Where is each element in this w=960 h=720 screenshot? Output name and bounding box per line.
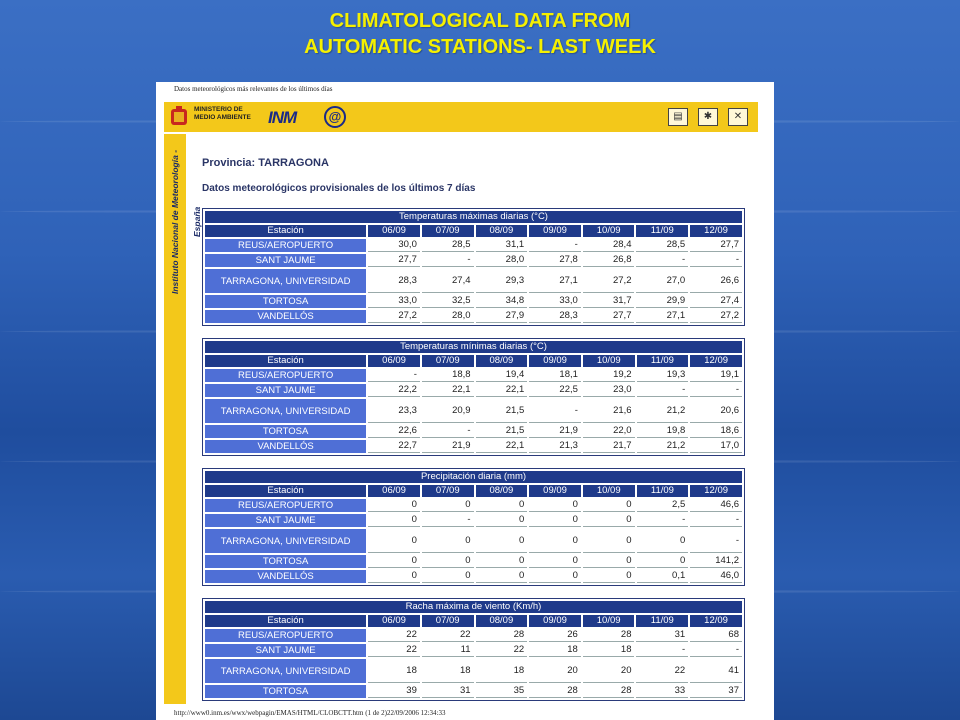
value-cell: 21,3 <box>529 440 581 453</box>
value-cell: 31,7 <box>583 295 635 308</box>
value-cell: - <box>636 644 688 657</box>
table-row <box>205 254 742 267</box>
value-cell: 27,9 <box>476 310 528 323</box>
value-cell: - <box>690 514 742 527</box>
column-header-date: 08/09 <box>476 355 528 367</box>
value-cell: 27,2 <box>368 310 420 323</box>
value-cell: 28,0 <box>476 254 528 267</box>
station-cell: TARRAGONA, UNIVERSIDAD <box>205 659 366 683</box>
slide-title-line1: CLIMATOLOGICAL DATA FROM <box>329 10 631 32</box>
table-row <box>205 399 742 423</box>
document-icon[interactable]: ▤ <box>668 108 688 126</box>
value-cell: 27,1 <box>636 310 688 323</box>
value-cell: 0 <box>583 499 635 512</box>
value-cell: 27,8 <box>529 254 581 267</box>
value-cell: 22 <box>422 629 474 642</box>
value-cell: 18 <box>368 659 420 683</box>
column-header-date: 09/09 <box>529 485 581 497</box>
value-cell: 0 <box>529 570 581 583</box>
value-cell: - <box>637 384 689 397</box>
value-cell: 27,4 <box>422 269 474 293</box>
page-subtitle: Datos meteorológicos provisionales de los últimos 7 días <box>202 183 476 194</box>
value-cell: 27,2 <box>690 310 742 323</box>
value-cell: 18 <box>529 644 581 657</box>
column-header-date: 12/09 <box>690 485 742 497</box>
value-cell: 22 <box>368 629 420 642</box>
value-cell: 34,8 <box>476 295 528 308</box>
table-row <box>205 425 742 438</box>
value-cell: 30,0 <box>368 239 420 252</box>
value-cell: 19,1 <box>690 369 742 382</box>
value-cell: - <box>529 399 581 423</box>
value-cell: 68 <box>690 629 742 642</box>
column-header-date: 08/09 <box>476 615 528 627</box>
coat-of-arms-icon <box>168 105 190 129</box>
value-cell: 39 <box>368 685 420 698</box>
value-cell: 0 <box>583 514 635 527</box>
value-cell: 11 <box>422 644 474 657</box>
value-cell: 18,8 <box>422 369 474 382</box>
value-cell: 31 <box>636 629 688 642</box>
table-row <box>205 570 742 583</box>
table-row <box>205 514 742 527</box>
value-cell: 22,2 <box>368 384 420 397</box>
column-header-date: 06/09 <box>368 355 420 367</box>
column-header-date: 11/09 <box>637 485 689 497</box>
value-cell: 33,0 <box>529 295 581 308</box>
value-cell: 21,9 <box>422 440 474 453</box>
value-cell: 18,6 <box>690 425 742 438</box>
value-cell: 41 <box>690 659 742 683</box>
value-cell: 21,5 <box>476 399 528 423</box>
value-cell: 33 <box>636 685 688 698</box>
value-cell: 28,5 <box>636 239 688 252</box>
value-cell: 28 <box>529 685 581 698</box>
at-icon: @ <box>324 106 346 128</box>
value-cell: 18 <box>583 644 635 657</box>
table-title: Temperaturas mínimas diarias (°C) <box>205 341 742 353</box>
table-row <box>205 269 742 293</box>
station-cell: REUS/AEROPUERTO <box>205 629 366 642</box>
value-cell: - <box>690 644 742 657</box>
value-cell: 21,2 <box>637 440 689 453</box>
table-title: Racha máxima de viento (Km/h) <box>205 601 742 613</box>
value-cell: 0 <box>476 514 528 527</box>
column-header-date: 06/09 <box>368 615 420 627</box>
value-cell: 28,5 <box>422 239 474 252</box>
value-cell: 21,5 <box>476 425 528 438</box>
value-cell: 19,2 <box>583 369 635 382</box>
column-header-station: Estación <box>205 615 366 627</box>
table-row <box>205 310 742 323</box>
slide-title-line2: AUTOMATIC STATIONS- LAST WEEK <box>304 36 656 58</box>
column-header-date: 12/09 <box>690 355 742 367</box>
value-cell: 21,6 <box>583 399 635 423</box>
station-cell: TORTOSA <box>205 685 366 698</box>
value-cell: 0 <box>368 555 420 568</box>
value-cell: 28 <box>476 629 528 642</box>
data-table <box>202 598 745 701</box>
star-icon[interactable]: ✱ <box>698 108 718 126</box>
document-page <box>156 82 774 720</box>
data-table <box>202 338 745 456</box>
column-header-station: Estación <box>205 225 366 237</box>
value-cell: 21,7 <box>583 440 635 453</box>
province-title: Provincia: TARRAGONA <box>202 157 329 169</box>
value-cell: 46,6 <box>690 499 742 512</box>
column-header-date: 10/09 <box>583 355 635 367</box>
value-cell: 22 <box>636 659 688 683</box>
value-cell: 20 <box>529 659 581 683</box>
station-cell: TORTOSA <box>205 295 366 308</box>
value-cell: 2,5 <box>637 499 689 512</box>
table-title: Temperaturas máximas diarias (°C) <box>205 211 742 223</box>
value-cell: - <box>690 384 742 397</box>
value-cell: 0 <box>422 570 474 583</box>
value-cell: 17,0 <box>690 440 742 453</box>
value-cell: 21,2 <box>637 399 689 423</box>
ministry-label: MINISTERIO DE MEDIO AMBIENTE <box>194 106 251 121</box>
station-cell: VANDELLÓS <box>205 570 366 583</box>
value-cell: 46,0 <box>690 570 742 583</box>
table-row <box>205 529 742 553</box>
value-cell: 28,4 <box>583 239 635 252</box>
value-cell: 141,2 <box>690 555 742 568</box>
inm-logo: INM <box>268 108 297 127</box>
value-cell: 0 <box>476 570 528 583</box>
station-cell: TARRAGONA, UNIVERSIDAD <box>205 399 366 423</box>
column-header-date: 06/09 <box>368 485 420 497</box>
column-header-date: 09/09 <box>529 615 581 627</box>
value-cell: 19,8 <box>637 425 689 438</box>
column-header-date: 11/09 <box>637 355 689 367</box>
table-row <box>205 295 742 308</box>
column-header-date: 06/09 <box>368 225 420 237</box>
table-row <box>205 629 742 642</box>
column-header-station: Estación <box>205 355 366 367</box>
column-header-date: 07/09 <box>422 225 474 237</box>
value-cell: 32,5 <box>422 295 474 308</box>
value-cell: 23,0 <box>583 384 635 397</box>
value-cell: 27,2 <box>583 269 635 293</box>
table-row <box>205 239 742 252</box>
value-cell: 28,0 <box>422 310 474 323</box>
page-caption: Datos meteorológicos más relevantes de los últimos días <box>174 85 333 93</box>
value-cell: 27,7 <box>690 239 742 252</box>
value-cell: 22,7 <box>368 440 420 453</box>
value-cell: 0 <box>476 529 528 553</box>
value-cell: 26 <box>529 629 581 642</box>
station-cell: REUS/AEROPUERTO <box>205 499 366 512</box>
table-row <box>205 440 742 453</box>
value-cell: 0 <box>637 529 689 553</box>
value-cell: 22,6 <box>368 425 420 438</box>
sidebar-label: Instituto Nacional de Meteorología - España <box>170 149 202 294</box>
value-cell: 0 <box>583 555 635 568</box>
column-header-date: 09/09 <box>529 225 581 237</box>
value-cell: 21,9 <box>529 425 581 438</box>
value-cell: 20,6 <box>690 399 742 423</box>
table-row <box>205 499 742 512</box>
column-header-date: 08/09 <box>476 485 528 497</box>
value-cell: 0 <box>529 499 581 512</box>
close-icon[interactable]: ✕ <box>728 108 748 126</box>
column-header-date: 10/09 <box>583 225 635 237</box>
table-row <box>205 369 742 382</box>
value-cell: 31 <box>422 685 474 698</box>
value-cell: 26,8 <box>583 254 635 267</box>
value-cell: 33,0 <box>368 295 420 308</box>
value-cell: - <box>690 529 742 553</box>
value-cell: 0 <box>422 499 474 512</box>
value-cell: 27,7 <box>583 310 635 323</box>
station-cell: TARRAGONA, UNIVERSIDAD <box>205 269 366 293</box>
column-header-date: 11/09 <box>636 225 688 237</box>
table-row <box>205 384 742 397</box>
value-cell: 31,1 <box>476 239 528 252</box>
data-table <box>202 208 745 326</box>
value-cell: 27,7 <box>368 254 420 267</box>
value-cell: 28 <box>583 685 635 698</box>
value-cell: 22,0 <box>583 425 635 438</box>
value-cell: 0 <box>583 570 635 583</box>
value-cell: 37 <box>690 685 742 698</box>
value-cell: - <box>368 369 420 382</box>
sidebar <box>164 134 202 704</box>
value-cell: 0 <box>368 529 420 553</box>
value-cell: 22,5 <box>529 384 581 397</box>
value-cell: - <box>422 425 474 438</box>
value-cell: 0 <box>368 499 420 512</box>
station-cell: SANT JAUME <box>205 384 366 397</box>
station-cell: VANDELLÓS <box>205 440 366 453</box>
column-header-date: 10/09 <box>583 615 635 627</box>
data-table <box>202 468 745 586</box>
value-cell: 0 <box>529 555 581 568</box>
column-header-date: 09/09 <box>529 355 581 367</box>
column-header-date: 10/09 <box>583 485 635 497</box>
value-cell: 0 <box>637 555 689 568</box>
value-cell: 27,1 <box>529 269 581 293</box>
value-cell: 0 <box>476 555 528 568</box>
value-cell: 35 <box>476 685 528 698</box>
column-header-date: 07/09 <box>422 615 474 627</box>
value-cell: 22,1 <box>476 384 528 397</box>
value-cell: 27,0 <box>636 269 688 293</box>
value-cell: 23,3 <box>368 399 420 423</box>
value-cell: 0 <box>422 529 474 553</box>
value-cell: 28 <box>583 629 635 642</box>
station-cell: TARRAGONA, UNIVERSIDAD <box>205 529 366 553</box>
value-cell: 20 <box>583 659 635 683</box>
table-row <box>205 644 742 657</box>
column-header-date: 12/09 <box>690 615 742 627</box>
value-cell: 22 <box>368 644 420 657</box>
value-cell: 22,1 <box>422 384 474 397</box>
value-cell: - <box>637 514 689 527</box>
value-cell: 20,9 <box>422 399 474 423</box>
column-header-station: Estación <box>205 485 366 497</box>
column-header-date: 08/09 <box>476 225 528 237</box>
value-cell: 18,1 <box>529 369 581 382</box>
value-cell: 22,1 <box>476 440 528 453</box>
value-cell: - <box>529 239 581 252</box>
value-cell: 0 <box>529 514 581 527</box>
station-cell: REUS/AEROPUERTO <box>205 239 366 252</box>
column-header-date: 12/09 <box>690 225 742 237</box>
value-cell: 19,3 <box>637 369 689 382</box>
value-cell: 28,3 <box>529 310 581 323</box>
station-cell: SANT JAUME <box>205 254 366 267</box>
table-row <box>205 555 742 568</box>
value-cell: 0 <box>368 570 420 583</box>
column-header-date: 07/09 <box>422 355 474 367</box>
station-cell: REUS/AEROPUERTO <box>205 369 366 382</box>
value-cell: - <box>690 254 742 267</box>
station-cell: SANT JAUME <box>205 644 366 657</box>
value-cell: 19,4 <box>476 369 528 382</box>
value-cell: 0 <box>583 529 635 553</box>
value-cell: - <box>422 514 474 527</box>
slide-title <box>0 8 960 60</box>
header-bar <box>164 102 758 132</box>
value-cell: 29,3 <box>476 269 528 293</box>
station-cell: TORTOSA <box>205 425 366 438</box>
table-row <box>205 685 742 698</box>
value-cell: 0 <box>529 529 581 553</box>
table-title: Precipitación diaria (mm) <box>205 471 742 483</box>
footer-url: http://www0.inm.es/wwx/webpagin/EMAS/HTML/CLOBCTT.htm (1 de 2)22/09/2006 12:34:33 <box>174 709 446 717</box>
value-cell: 0 <box>368 514 420 527</box>
table-row <box>205 659 742 683</box>
station-cell: VANDELLÓS <box>205 310 366 323</box>
station-cell: SANT JAUME <box>205 514 366 527</box>
value-cell: 26,6 <box>690 269 742 293</box>
value-cell: 18 <box>476 659 528 683</box>
column-header-date: 07/09 <box>422 485 474 497</box>
value-cell: - <box>636 254 688 267</box>
value-cell: 27,4 <box>690 295 742 308</box>
value-cell: 22 <box>476 644 528 657</box>
value-cell: - <box>422 254 474 267</box>
value-cell: 28,3 <box>368 269 420 293</box>
value-cell: 18 <box>422 659 474 683</box>
value-cell: 29,9 <box>636 295 688 308</box>
value-cell: 0 <box>422 555 474 568</box>
value-cell: 0,1 <box>637 570 689 583</box>
value-cell: 0 <box>476 499 528 512</box>
station-cell: TORTOSA <box>205 555 366 568</box>
column-header-date: 11/09 <box>636 615 688 627</box>
